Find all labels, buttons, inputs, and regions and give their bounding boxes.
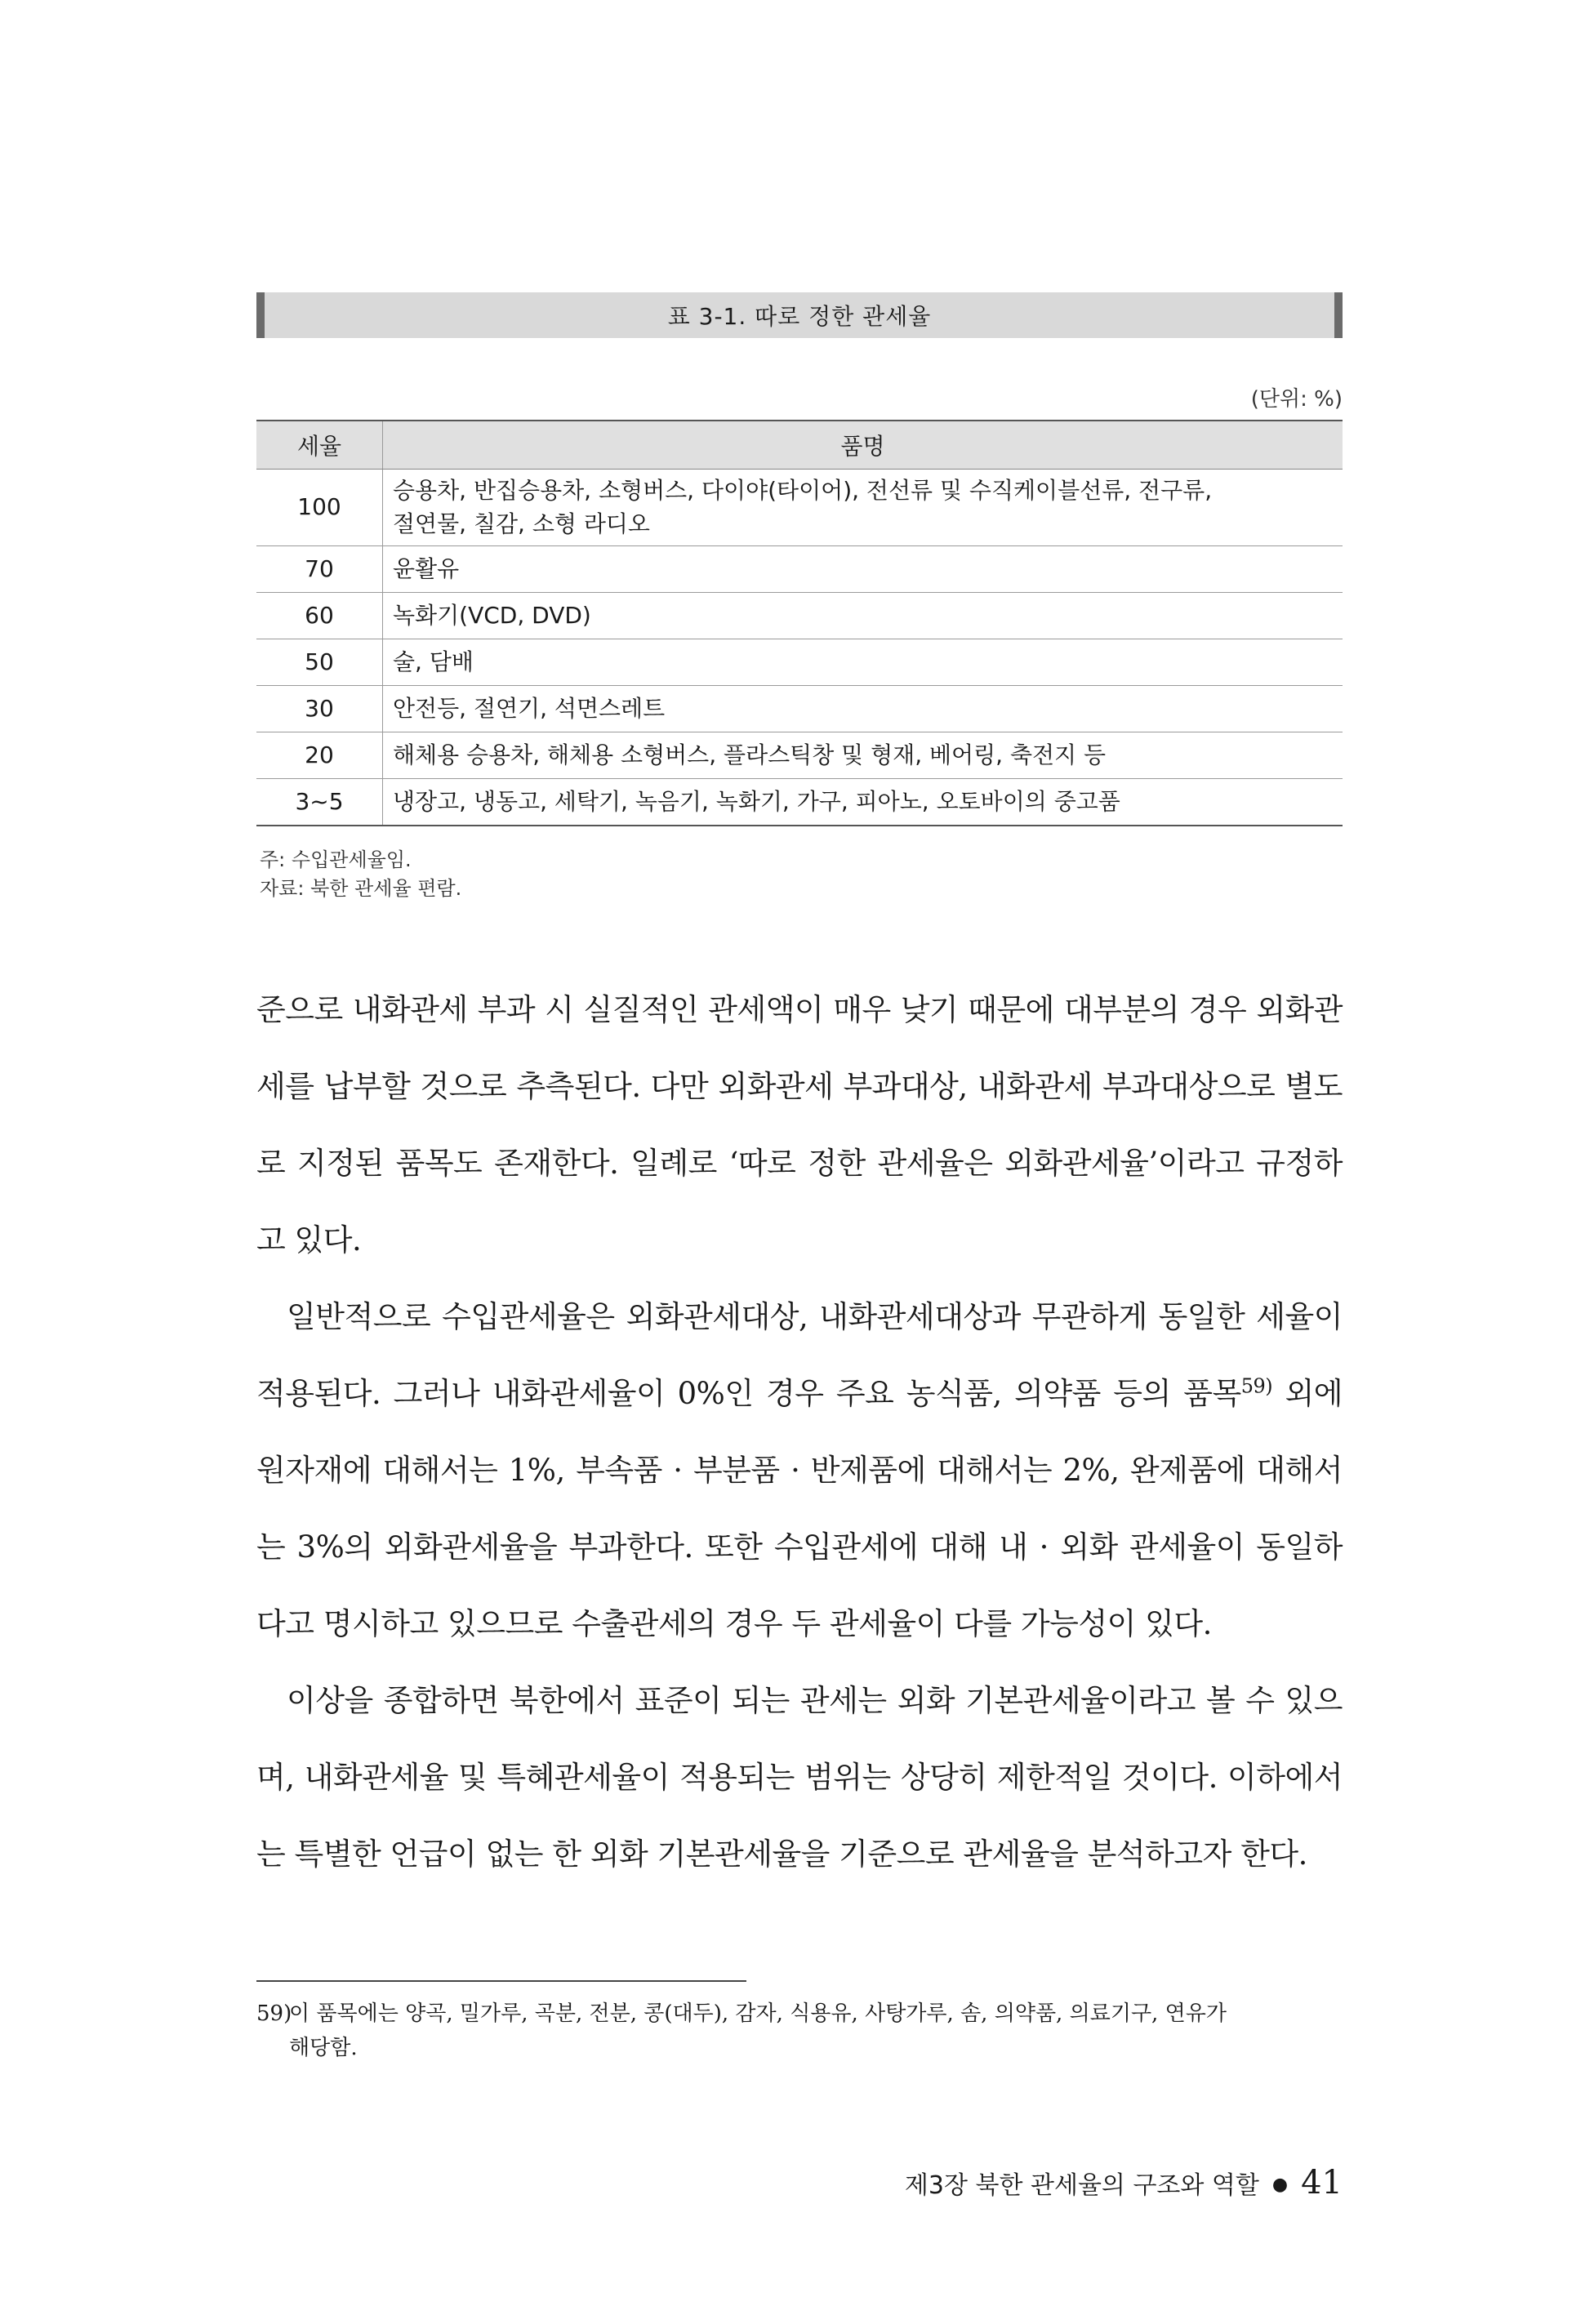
tariff-table [256,420,1343,826]
paragraph-2-part-1: 일반적으로 수입관세율은 외화관세대상, 내화관세대상과 무관하게 동일한 세율이 적용된다. 그러나 내화관세율이 0%인 경우 주요 농식품, 의약품 등의 품목 [256,1299,1343,1411]
paragraph-1: 준으로 내화관세 부과 시 실질적인 관세액이 매우 낮기 때문에 대부분의 경우 외화관세를 납부할 것으로 추측된다. 다만 외화관세 부과대상, 내화관세 부과대상으로 별도로 지정된 품목도 존재한다. 일례로 ‘따로 정한 관세율은 외화관세율’이라고 규정하고 있다. [256,992,1343,1258]
bullet-icon: ● [1271,2175,1289,2195]
footnote-ref[interactable]: 59) [1240,1374,1273,1398]
items-cell: 안전등, 절연기, 석면스레트 [383,686,1343,732]
table-row [256,546,1343,593]
items-line: 승용차, 반집승용차, 소형버스, 다이야(타이어), 전선류 및 수직케이블선류, 전구류, [393,477,1213,504]
table-notes [260,846,461,903]
rate-cell: 20 [256,732,383,779]
chapter-title: 제3장 북한 관세율의 구조와 역할 [904,2171,1259,2200]
paragraph-2-part-2: 외에 원자재에 대해서는 1%, 부속품 · 부분품 · 반제품에 대해서는 2%, 완제품에 대해서는 3%의 외화관세율을 부과한다. 또한 수입관세에 대해 내 · 외화 관세율이 동일하다고 명시하고 있으므로 수출관세의 경우 두 관세율이 다를 가능성이 있다. [256,1376,1343,1641]
footnote-continuation: 해당함. [289,2035,358,2060]
banner-left-bar [256,292,265,338]
rate-cell: 30 [256,686,383,732]
footnote-text: 이 품목에는 양곡, 밀가루, 곡분, 전분, 콩(대두), 감자, 식용유, 사탕가루, 솜, 의약품, 의료기구, 연유가 [289,2001,1227,2026]
table-row [256,470,1343,546]
table-note: 주: 수입관세율임. [260,848,412,871]
table-title-banner [256,292,1343,338]
table-header-row [256,421,1343,470]
items-cell [383,470,1343,546]
rate-cell: 60 [256,593,383,639]
page-number: 41 [1301,2164,1343,2202]
items-line: 절연물, 칠감, 소형 라디오 [393,510,650,537]
items-cell: 냉장고, 냉동고, 세탁기, 녹음기, 녹화기, 가구, 피아노, 오토바이의 중고품 [383,779,1343,826]
footnote-number: 59) [256,2001,292,2026]
footnote-divider [256,1980,746,1982]
table-row [256,732,1343,779]
banner-right-bar [1334,292,1343,338]
table-title: 표 3-1. 따로 정한 관세율 [667,303,932,330]
header-rate: 세율 [256,421,383,470]
footnote [256,1997,1343,2065]
rate-cell: 3~5 [256,779,383,826]
running-footer [905,2164,1343,2202]
body-text [256,972,1343,1893]
rate-cell: 50 [256,639,383,686]
items-cell: 윤활유 [383,546,1343,593]
items-cell: 해체용 승용차, 해체용 소형버스, 플라스틱창 및 형재, 베어링, 축전지 등 [383,732,1343,779]
table-source: 자료: 북한 관세율 편람. [260,876,462,900]
paragraph-3: 이상을 종합하면 북한에서 표준이 되는 관세는 외화 기본관세율이라고 볼 수 있으며, 내화관세율 및 특혜관세율이 적용되는 범위는 상당히 제한적일 것이다. 이하에서는 특별한 언급이 없는 한 외화 기본관세율을 기준으로 관세율을 분석하고자 한다. [256,1683,1343,1872]
table-row [256,639,1343,686]
table-row [256,686,1343,732]
table-row [256,593,1343,639]
items-cell: 술, 담배 [383,639,1343,686]
footnote-line [256,1997,1343,2032]
table-unit: (단위: %) [1250,387,1343,412]
paragraph-2 [256,1279,1343,1663]
rate-cell: 70 [256,546,383,593]
table-row [256,779,1343,826]
items-cell: 녹화기(VCD, DVD) [383,593,1343,639]
header-items: 품명 [383,421,1343,470]
rate-cell: 100 [256,470,383,546]
